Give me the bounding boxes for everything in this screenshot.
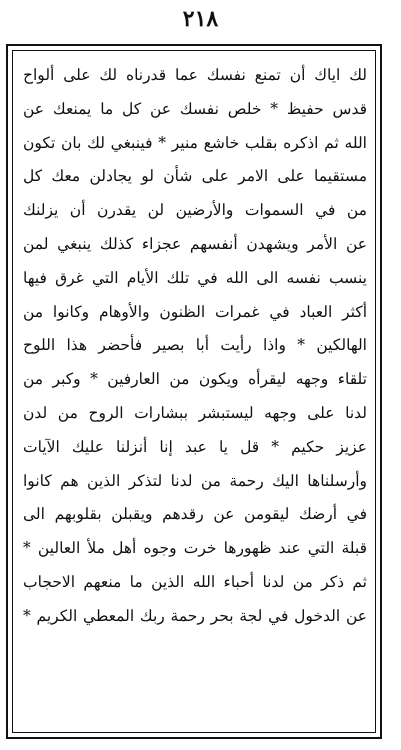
text-line: ينسب نفسه الى الله في تلك الأيام التي غرق فيها <box>23 268 367 287</box>
text-line: عزيز حكيم * قل يا عبد إنا أنزلنا عليك الآيات <box>23 437 367 456</box>
page-number: ٢١٨ <box>182 6 219 32</box>
text-line: عن الأمر ويشهدن أنفسهم عجزاء كذلك ينبغي لمن <box>23 234 367 253</box>
page-border-inner <box>12 50 376 733</box>
text-line: في أرضك ليقومن عن رقدهم ويقبلن بقلوبهم الى <box>23 505 367 524</box>
text-line: قبلة التي عند ظهورها خرت وجوه أهل ملأ العالين * <box>23 539 367 558</box>
text-line: تلقاء وجهه ليقرأه ويكون من العارفين * وكبر من <box>23 370 367 389</box>
text-line: أكثر العباد في غمرات الظنون والأوهام وكانوا من <box>23 302 367 321</box>
text-line: الهالكين * واذا رأيت أبا بصير فأحضر هذا اللوح <box>23 336 367 355</box>
text-line: عن الدخول في لجة بحر رحمة ربك المعطي الكريم * <box>23 606 367 625</box>
text-line: ثم ذكر من لدنا أحباء الله الذين ما منعهم الاحجاب <box>23 572 367 591</box>
text-line: وأرسلناها اليك رحمة من لدنا لتذكر الذين هم كانوا <box>23 471 367 490</box>
text-line: الله ثم اذكره بقلب خاشع منير * فينبغي لك بان تكون <box>23 133 367 152</box>
text-line: لدنا على وجهه ليستبشر ببشارات الروح من لدن <box>23 403 367 422</box>
text-line: مستقيما على الامر على شأن لو يجادلن معك كل <box>23 167 367 186</box>
text-line: قدس حفيظ * خلص نفسك عن كل ما يمنعك عن <box>23 99 367 118</box>
text-body <box>23 59 367 634</box>
text-line: من في السموات والأرضين لن يقدرن أن يزلنك <box>23 201 367 220</box>
text-line: لك ایاك أن تمنع نفسك عما قدرناه لك على ألواح <box>23 66 367 84</box>
page-border <box>6 44 382 739</box>
